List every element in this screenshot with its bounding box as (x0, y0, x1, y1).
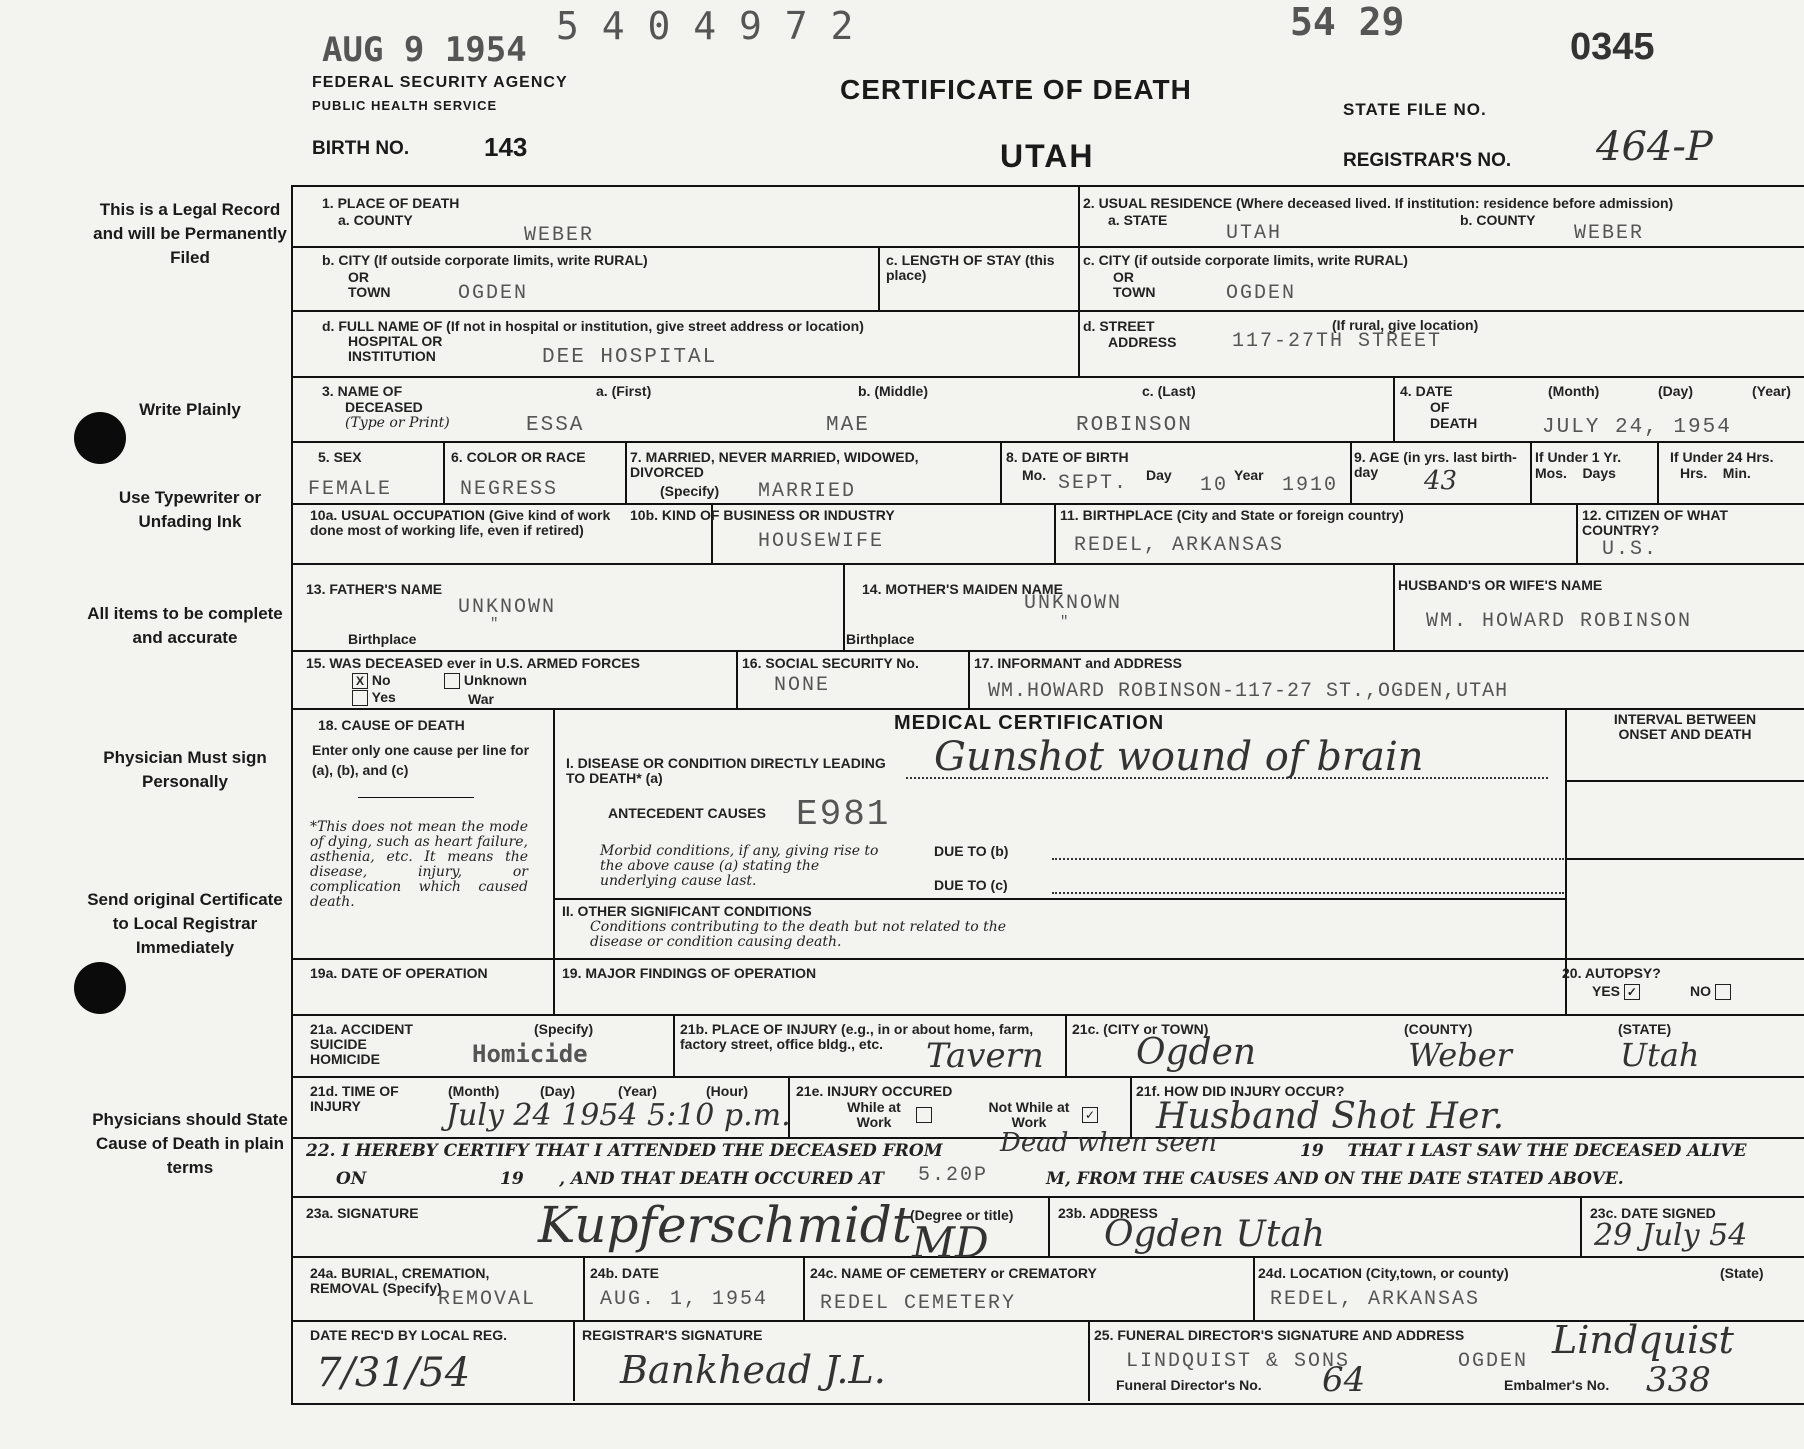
sidebar-typewriter: Use Typewriter or Unfading Ink (118, 488, 262, 531)
received-stamp-date: AUG 9 1954 (322, 30, 527, 70)
cemetery-name: REDEL CEMETERY (820, 1292, 1017, 1315)
label-res-or-town: OR TOWN (1113, 269, 1156, 300)
certify-line-1: 22. I HEREBY CERTIFY THAT I ATTENDED THE DECEASED FROM (306, 1141, 943, 1161)
attended-from: Dead when seen (1000, 1128, 1217, 1158)
label-degree: (Degree or title) (910, 1207, 1014, 1223)
date-received: 7/31/54 (316, 1350, 471, 1396)
label-autopsy-no: NO (1690, 983, 1711, 999)
injury-city: Ogden (1136, 1032, 1257, 1073)
label-date-of-birth: 8. DATE OF BIRTH (1006, 449, 1129, 465)
label-under-1-yr: If Under 1 Yr. (1535, 449, 1622, 465)
label-length-of-stay: c. LENGTH OF STAY (this place) (886, 252, 1055, 283)
agency-name: FEDERAL SECURITY AGENCY (312, 74, 568, 91)
autopsy-no-option[interactable] (1690, 984, 1731, 1000)
burial-date: AUG. 1, 1954 (600, 1288, 769, 1311)
punch-hole (74, 962, 126, 1014)
label-or-town: OR TOWN (348, 269, 391, 300)
label-marital-specify: (Specify) (660, 483, 720, 499)
certificate-stamp-number: 5 4 0 4 9 7 2 (556, 4, 854, 48)
label-injury-hour: (Hour) (706, 1083, 748, 1099)
label-business: 10b. KIND OF BUSINESS OR INDUSTRY (630, 507, 895, 523)
label-of: OF (1430, 399, 1450, 415)
label-last: c. (Last) (1142, 383, 1196, 399)
physician-address: Ogden Utah (1104, 1214, 1325, 1255)
label-death: DEATH (1430, 415, 1478, 431)
certify-on: ON (336, 1169, 367, 1189)
label-cemetery: 24c. NAME OF CEMETERY or CREMATORY (810, 1265, 1097, 1281)
funeral-director-no: 64 (1322, 1360, 1366, 1400)
social-security-no: NONE (774, 674, 831, 697)
label-other-desc: Conditions contributing to the death but not related to the disease or condition causing death. (590, 919, 1007, 950)
death-city: OGDEN (458, 282, 529, 305)
label-physician-address: 23b. ADDRESS (1058, 1205, 1158, 1221)
birth-no: 143 (484, 132, 528, 162)
state-file-label: STATE FILE NO. (1343, 100, 1487, 119)
label-armed-forces: 15. WAS DECEASED ever in U.S. ARMED FORCES (306, 655, 640, 671)
marital-status: MARRIED (758, 480, 857, 503)
label-morbid: Morbid conditions, if any, giving rise to the above cause (a) stating the underlying cause last. (600, 843, 879, 889)
armed-unknown-option[interactable] (444, 673, 527, 689)
not-while-at-work-checkbox[interactable]: ✓ (1082, 1106, 1098, 1124)
physician-degree: MD (912, 1218, 989, 1267)
armed-yes-checkbox[interactable] (352, 690, 368, 706)
label-age: 9. AGE (in yrs. last birth-day (1354, 449, 1517, 480)
birth-no-label: BIRTH NO. (312, 138, 410, 159)
label-due-to-c: DUE TO (c) (934, 877, 1008, 893)
label-disease: I. DISEASE OR CONDITION DIRECTLY LEADING TO DEATH* (a) (566, 755, 886, 786)
label-embalmer-no: Embalmer's No. (1504, 1377, 1610, 1393)
sidebar-send-original: Send original Certificate to Local Registrar Immediately (87, 890, 283, 957)
label-antecedent: ANTECEDENT CAUSES (608, 805, 766, 821)
date-of-death: JULY 24, 1954 (1542, 416, 1732, 439)
citizen: U.S. (1602, 538, 1659, 561)
label-year: (Year) (1752, 383, 1791, 399)
label-month: (Month) (1548, 383, 1600, 399)
age: 43 (1424, 466, 1458, 496)
burial-location: REDEL, ARKANSAS (1270, 1288, 1481, 1311)
label-place-of-injury: 21b. PLACE OF INJURY (e.g., in or about home, farm, factory street, office bldg., etc. (680, 1021, 1034, 1052)
medical-certification-title: MEDICAL CERTIFICATION (894, 712, 1165, 734)
label-injury-state: (STATE) (1618, 1021, 1672, 1037)
label-injury-day: (Day) (540, 1083, 576, 1099)
hospital-name: DEE HOSPITAL (542, 346, 718, 369)
label-res-county: b. COUNTY (1460, 212, 1536, 228)
label-date-received: DATE REC'D BY LOCAL REG. (310, 1327, 508, 1343)
label-injury-year: (Year) (618, 1083, 657, 1099)
label-autopsy-yes: YES (1592, 983, 1621, 999)
informant: WM.HOWARD ROBINSON-117-27 ST.,OGDEN,UTAH (988, 680, 1509, 703)
how-injury-occurred: Husband Shot Her. (1156, 1096, 1505, 1137)
label-res-state: a. STATE (1108, 212, 1168, 228)
manner-of-death: Homicide (472, 1040, 588, 1068)
sidebar-physician-sign: Physician Must sign Personally (103, 748, 267, 791)
label-sex: 5. SEX (318, 449, 362, 465)
label-autopsy: 20. AUTOPSY? (1562, 965, 1661, 981)
label-spouse: HUSBAND'S OR WIFE'S NAME (1398, 577, 1603, 593)
armed-unknown-checkbox[interactable] (444, 673, 460, 689)
label-ssn: 16. SOCIAL SECURITY No. (742, 655, 919, 671)
label-no: No (371, 672, 391, 688)
label-occupation: 10a. USUAL OCCUPATION (Give kind of work done most of working life, even if retired) (310, 507, 611, 538)
sidebar-write-plainly: Write Plainly (139, 400, 241, 419)
armed-yes-option[interactable] (352, 690, 396, 706)
label-burial: 24a. BURIAL, CREMATION, REMOVAL (Specify) (310, 1265, 490, 1296)
mother-name: UNKNOWN (1024, 592, 1123, 615)
label-injury-month: (Month) (448, 1083, 500, 1099)
label-how-injury: 21f. HOW DID INJURY OCCUR? (1136, 1083, 1345, 1099)
registrar-signature: Bankhead J.L. (620, 1348, 886, 1392)
state-title: UTAH (1000, 138, 1095, 174)
registrar-no: 464-P (1596, 124, 1713, 170)
corner-number: 0345 (1570, 26, 1655, 68)
label-major-findings: 19. MAJOR FINDINGS OF OPERATION (562, 965, 817, 981)
spouse-name: WM. HOWARD ROBINSON (1426, 610, 1693, 633)
injury-state: Utah (1620, 1036, 1700, 1074)
father-birthplace: " (490, 616, 501, 632)
label-mo: Mo. (1022, 467, 1047, 483)
label-birth-year: Year (1234, 467, 1264, 483)
first-name: ESSA (526, 414, 585, 437)
label-burial-date: 24b. DATE (590, 1265, 659, 1281)
label-other-conditions: II. OTHER SIGNIFICANT CONDITIONS (562, 903, 812, 919)
label-citizen: 12. CITIZEN OF WHAT COUNTRY? (1582, 507, 1728, 538)
residence-street: 117-27TH STREET (1232, 330, 1443, 353)
death-time: 5.20P (918, 1164, 989, 1187)
label-cause-of-death: 18. CAUSE OF DEATH (318, 717, 465, 733)
label-if-rural: (If rural, give location) (1332, 317, 1479, 333)
label-funeral-director-no: Funeral Director's No. (1116, 1377, 1262, 1393)
label-middle: b. (Middle) (858, 383, 928, 399)
date-signed: 29 July 54 (1594, 1218, 1748, 1253)
label-hospital: d. FULL NAME OF (If not in hospital or institution, give street address or location) (322, 318, 864, 334)
sidebar-complete: All items to be complete and accurate (87, 604, 283, 647)
race: NEGRESS (460, 478, 559, 501)
residence-state: UTAH (1226, 222, 1283, 245)
label-mother: 14. MOTHER'S MAIDEN NAME (862, 581, 1063, 597)
father-name: UNKNOWN (458, 596, 557, 619)
label-type-print: (Type or Print) (345, 415, 450, 431)
physician-signature: Kupferschmidt (538, 1196, 912, 1254)
time-of-injury: July 24 1954 5:10 p.m. (446, 1098, 791, 1133)
label-birthplace: 11. BIRTHPLACE (City and State or foreign country) (1060, 507, 1404, 523)
label-birth-day: Day (1146, 467, 1172, 483)
autopsy-yes-checkbox[interactable]: ✓ (1624, 984, 1640, 1000)
label-date-of-operation: 19a. DATE OF OPERATION (310, 965, 488, 981)
label-interval: INTERVAL BETWEEN ONSET AND DEATH (1613, 711, 1757, 742)
label-funeral-director: 25. FUNERAL DIRECTOR'S SIGNATURE AND ADDRESS (1094, 1327, 1465, 1343)
label-signature: 23a. SIGNATURE (306, 1205, 419, 1221)
label-hrs-min: Hrs. Min. (1680, 465, 1751, 481)
label-county: a. COUNTY (338, 212, 413, 228)
last-name: ROBINSON (1076, 414, 1193, 437)
birth-month: SEPT. (1058, 472, 1129, 495)
label-res-city: c. CITY (if outside corporate limits, write RURAL) (1083, 252, 1408, 268)
label-date-signed: 23c. DATE SIGNED (1590, 1205, 1716, 1221)
funeral-director-city: OGDEN (1458, 1350, 1529, 1373)
sex: FEMALE (308, 478, 393, 501)
label-race: 6. COLOR OR RACE (451, 449, 586, 465)
residence-county: WEBER (1574, 222, 1645, 245)
certify-line-2b: 19 , AND THAT DEATH OCCURED AT (500, 1169, 884, 1189)
label-registrar-signature: REGISTRAR'S SIGNATURE (582, 1327, 763, 1343)
funeral-director-signature: Lindquist (1552, 1318, 1734, 1362)
label-father-birthplace: Birthplace (348, 631, 417, 647)
certify-line-2c: M, FROM THE CAUSES AND ON THE DATE STATED ABOVE. (1046, 1169, 1624, 1189)
label-mos-days: Mos. Days (1535, 465, 1616, 481)
cause-a: Gunshot wound of brain (934, 734, 1424, 780)
sidebar-legal-record: This is a Legal Record and will be Permanently Filed (93, 200, 287, 267)
mother-birthplace: " (1060, 614, 1071, 630)
armed-no-option[interactable] (352, 673, 391, 689)
label-time-of-injury: 21d. TIME OF INJURY (310, 1083, 399, 1114)
label-marital: 7. MARRIED, NEVER MARRIED, WIDOWED, DIVORCED (630, 449, 919, 480)
label-manner: 21a. ACCIDENT SUICIDE HOMICIDE (310, 1021, 413, 1067)
middle-name: MAE (826, 414, 870, 437)
label-enter-one-cause: Enter only one cause per line for (a), (b), and (c) (312, 742, 530, 778)
death-county: WEBER (524, 224, 595, 247)
label-date: 4. DATE (1400, 383, 1453, 399)
label-burial-location: 24d. LOCATION (City,town, or county) (1258, 1265, 1509, 1281)
cause-code: E981 (796, 794, 891, 835)
document-title: CERTIFICATE OF DEATH (840, 74, 1192, 105)
while-at-work-checkbox[interactable] (916, 1106, 932, 1124)
label-place-of-death: 1. PLACE OF DEATH (322, 195, 460, 211)
label-father: 13. FATHER'S NAME (306, 581, 443, 597)
occupation: HOUSEWIFE (758, 530, 885, 553)
burial-type: REMOVAL (438, 1288, 537, 1311)
label-injury-county: (COUNTY) (1404, 1021, 1473, 1037)
label-usual-residence: 2. USUAL RESIDENCE (Where deceased lived. If institution: residence before admission) (1083, 195, 1674, 211)
funeral-director: LINDQUIST & SONS (1126, 1350, 1351, 1373)
certify-line-1b: 19 THAT I LAST SAW THE DECEASED ALIVE (1300, 1141, 1747, 1161)
residence-city: OGDEN (1226, 282, 1297, 305)
label-not-while-at-work: Not While at Work (988, 1099, 1070, 1130)
label-injury-city: 21c. (CITY or TOWN) (1072, 1021, 1209, 1037)
label-while-at-work: While at Work (847, 1099, 901, 1130)
label-address: ADDRESS (1108, 334, 1177, 350)
birth-day: 10 (1200, 474, 1229, 497)
cause-note: *This does not mean the mode of dying, such as heart failure, asthenia, etc. It means the disease, injury, or complication which caused death. (310, 819, 528, 910)
injury-county: Weber (1408, 1036, 1512, 1074)
label-unknown: Unknown (463, 672, 527, 688)
label-deceased: DECEASED (345, 399, 423, 415)
label-city: b. CITY (If outside corporate limits, write RURAL) (322, 252, 648, 268)
birthplace: REDEL, ARKANSAS (1074, 534, 1285, 557)
label-mother-birthplace: Birthplace (846, 631, 915, 647)
label-day: (Day) (1658, 383, 1694, 399)
label-burial-state: (State) (1720, 1265, 1764, 1281)
embalmer-no: 338 (1646, 1360, 1711, 1400)
registrar-label: REGISTRAR'S NO. (1343, 150, 1512, 171)
label-war: War (468, 691, 494, 707)
label-informant: 17. INFORMANT and ADDRESS (974, 655, 1182, 671)
label-injury-occurred: 21e. INJURY OCCURED (796, 1083, 953, 1099)
armed-no-checkbox[interactable]: X (352, 673, 368, 689)
label-street: d. STREET (1083, 318, 1155, 334)
label-name-of: 3. NAME OF (322, 383, 403, 399)
service-name: PUBLIC HEALTH SERVICE (312, 98, 498, 113)
autopsy-yes-option[interactable] (1592, 984, 1640, 1000)
label-manner-specify: (Specify) (534, 1021, 594, 1037)
label-first: a. (First) (596, 383, 652, 399)
label-hospital-institution: HOSPITAL OR INSTITUTION (348, 333, 443, 364)
autopsy-no-checkbox[interactable] (1715, 984, 1731, 1000)
place-of-injury: Tavern (926, 1036, 1044, 1076)
label-under-24-hrs: If Under 24 Hrs. (1670, 449, 1774, 465)
sidebar-state-cause: Physicians should State Cause of Death in plain terms (92, 1110, 288, 1177)
top-number: 54 29 (1290, 0, 1405, 44)
label-due-to-b: DUE TO (b) (934, 843, 1009, 859)
birth-year: 1910 (1282, 474, 1339, 497)
label-yes: Yes (371, 689, 396, 705)
